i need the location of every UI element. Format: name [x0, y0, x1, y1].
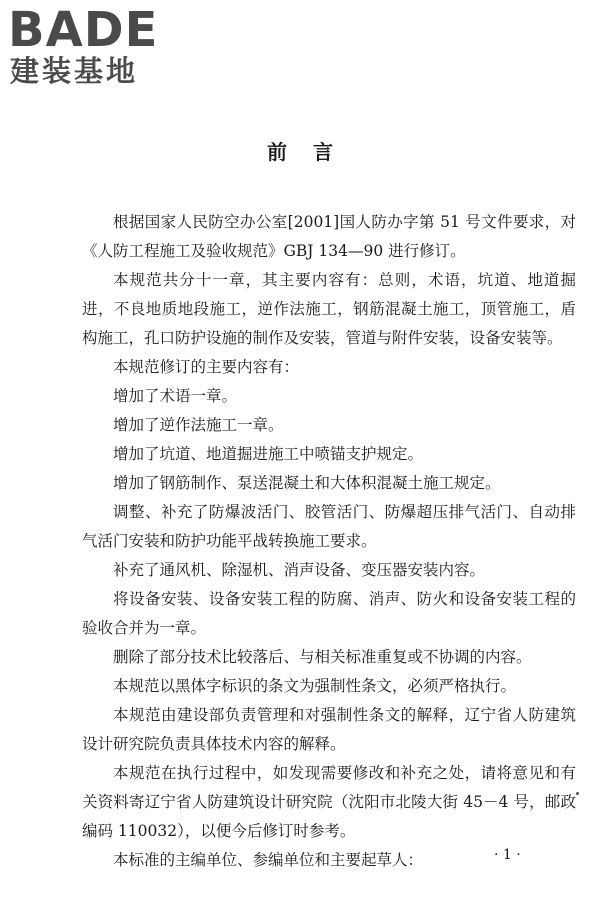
paragraph: 本规范以黑体字标识的条文为强制性条文，必须严格执行。 — [113, 677, 517, 695]
logo — [8, 4, 178, 94]
paragraph: 增加了术语一章。 — [113, 387, 238, 405]
paragraph: 本标准的主编单位、参编单位和主要起草人： — [113, 851, 424, 869]
paragraph: 根据国家人民防空办公室[2001]国人防办字第 51 号文件要求，对《人防工程施工及验收规范》GBJ 134—90 进行修订。 — [82, 213, 576, 260]
preface-body — [82, 208, 576, 875]
logo-subtitle: 建装基地 — [10, 54, 139, 88]
page-number: · 1 · — [494, 847, 521, 863]
paragraph: 增加了逆作法施工一章。 — [113, 416, 284, 434]
paragraph: 将设备安装、设备安装工程的防腐、消声、防火和设备安装工程的验收合并为一章。 — [82, 590, 576, 637]
paragraph: 增加了坑道、地道掘进施工中喷锚支护规定。 — [113, 445, 424, 463]
paragraph: 调整、补充了防爆波活门、胶管活门、防爆超压排气活门、自动排气活门安装和防护功能平战转换施工要求。 — [82, 503, 576, 550]
logo-brand-text: BADE — [8, 2, 159, 58]
paragraph: 本规范修订的主要内容有： — [113, 358, 300, 376]
paragraph: 删除了部分技术比较落后、与相关标准重复或不协调的内容。 — [113, 648, 532, 666]
page-title: 前言 — [267, 140, 359, 164]
paragraph: 本规范由建设部负责管理和对强制性条文的解释，辽宁省人防建筑设计研究院负责具体技术内容的解释。 — [82, 706, 576, 753]
paragraph: 增加了钢筋制作、泵送混凝土和大体积混凝土施工规定。 — [113, 474, 501, 492]
scan-speck — [576, 792, 579, 795]
paragraph: 本规范在执行过程中，如发现需要修改和补充之处，请将意见和有关资料寄辽宁省人防建筑设计研究院（沈阳市北陵大街 45－4 号，邮政编码 110032），以便今后修订时参考。 — [82, 764, 576, 840]
paragraph: 补充了通风机、除湿机、消声设备、变压器安装内容。 — [113, 561, 486, 579]
paragraph: 本规范共分十一章，其主要内容有：总则，术语，坑道、地道掘进，不良地质地段施工，逆作法施工，钢筋混凝土施工，顶管施工，盾构施工，孔口防护设施的制作及安装，管道与附件安装，设备安装等。 — [82, 271, 576, 347]
